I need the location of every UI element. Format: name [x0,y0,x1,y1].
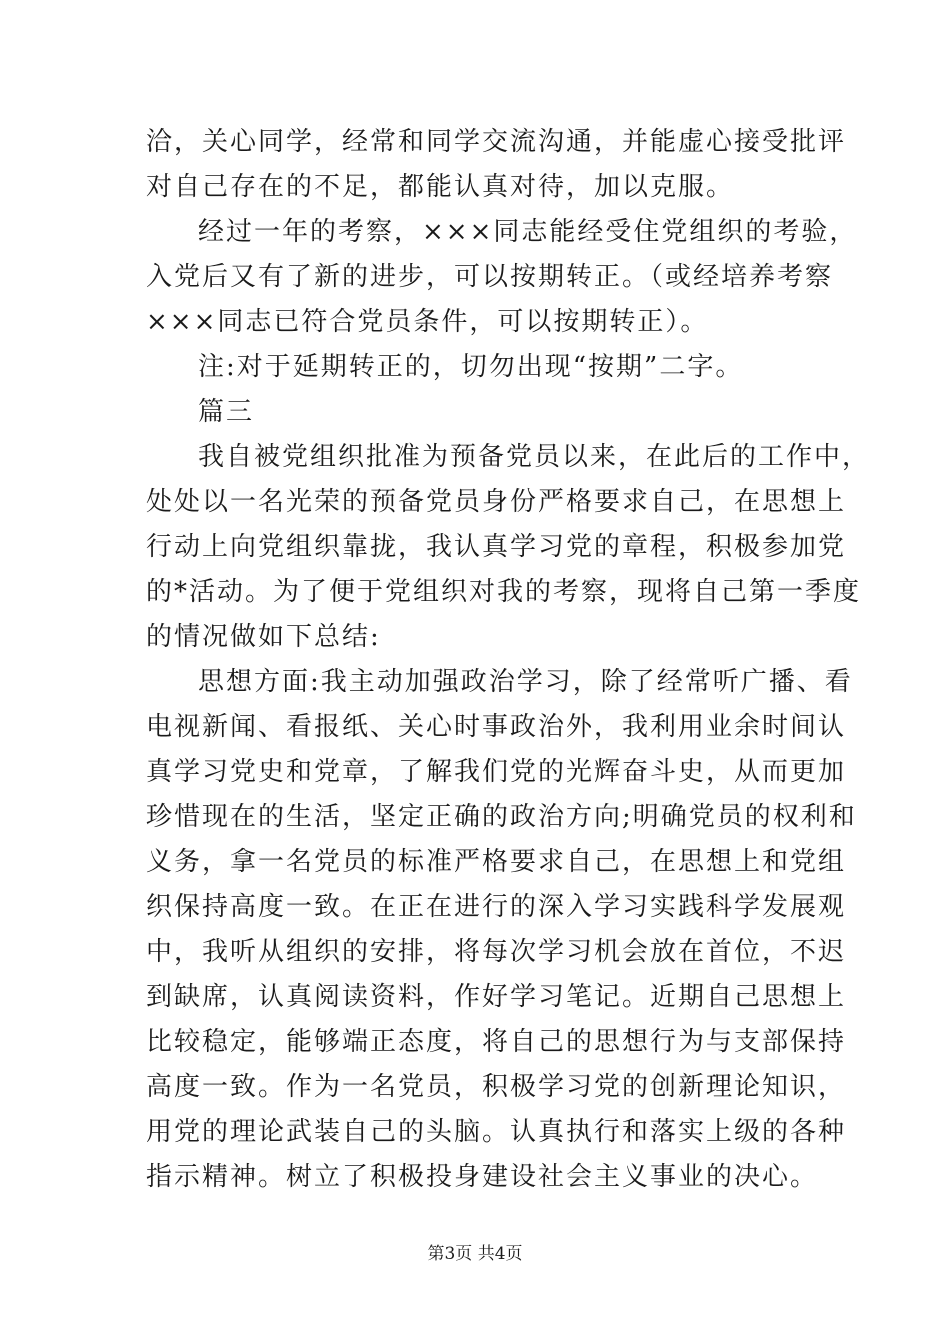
text-line: 的情况做如下总结: [146,622,381,652]
paragraph-start-line: 经过一年的考察，×××同志能经受住党组织的考验， [198,217,858,247]
text-line: 的*活动。为了便于党组织对我的考察，现将自己第一季度 [146,577,862,607]
text-line: 高度一致。作为一名党员，积极学习党的创新理论知识， [146,1072,847,1102]
document-body [146,120,871,1200]
text-line: 洽，关心同学，经常和同学交流沟通，并能虚心接受批评 [146,127,847,157]
paragraph-start-line: 思想方面:我主动加强政治学习，除了经常听广播、看 [198,667,853,697]
text-line: 到缺席，认真阅读资料，作好学习笔记。近期自己思想上 [146,982,847,1012]
text-line: 指示精神。树立了积极投身建设社会主义事业的决心。 [146,1162,819,1192]
page-number-footer: 第3页 共4页 [427,1244,523,1264]
text-line: 对自己存在的不足，都能认真对待，加以克服。 [146,172,735,202]
text-line: 处处以一名光荣的预备党员身份严格要求自己，在思想上 [146,487,847,517]
note-line: 注:对于延期转正的，切勿出现“按期”二字。 [198,352,744,382]
text-line: ×××同志已符合党员条件，可以按期转正）。 [146,307,709,337]
section-heading: 篇三 [198,397,255,427]
text-line: 珍惜现在的生活，坚定正确的政治方向;明确党员的权利和 [146,802,857,832]
text-line: 入党后又有了新的进步，可以按期转正。（或经培养考察 [146,262,834,292]
text-line: 电视新闻、看报纸、关心时事政治外，我利用业余时间认 [146,712,847,742]
text-line: 真学习党史和党章，了解我们党的光辉奋斗史，从而更加 [146,757,847,787]
text-line: 织保持高度一致。在正在进行的深入学习实践科学发展观 [146,892,847,922]
text-line: 比较稳定，能够端正态度，将自己的思想行为与支部保持 [146,1027,847,1057]
paragraph-start-line: 我自被党组织批准为预备党员以来，在此后的工作中， [198,442,871,472]
text-line: 义务，拿一名党员的标准严格要求自己，在思想上和党组 [146,847,847,877]
text-line: 行动上向党组织靠拢，我认真学习党的章程，积极参加党 [146,532,847,562]
text-line: 中，我听从组织的安排，将每次学习机会放在首位，不迟 [146,937,847,967]
text-line: 用党的理论武装自己的头脑。认真执行和落实上级的各种 [146,1117,847,1147]
